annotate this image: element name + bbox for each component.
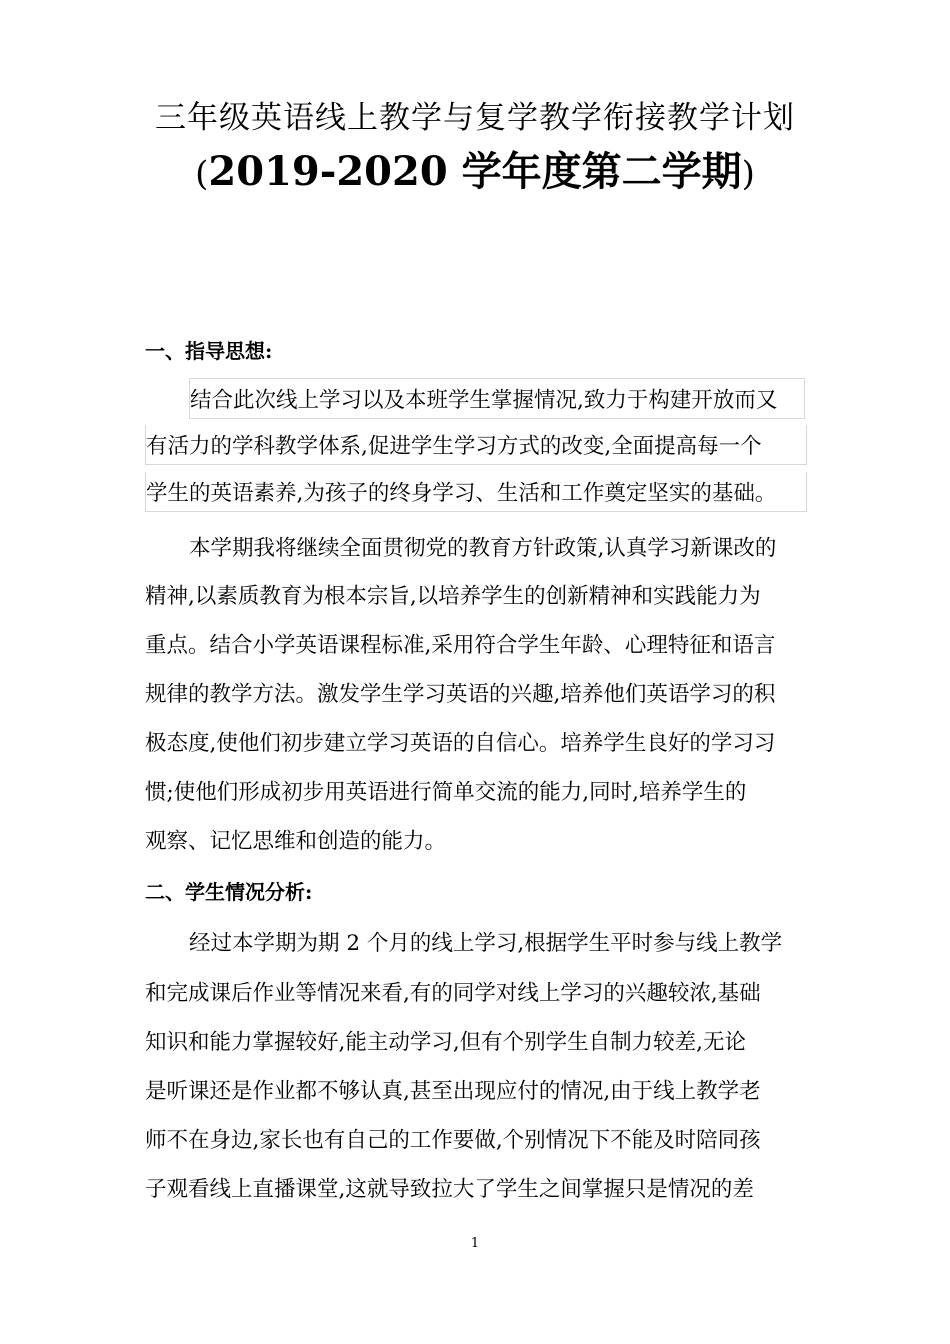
section1-para2-line: 规律的教学方法。激发学生学习英语的兴趣,培养他们英语学习的积 <box>145 682 776 707</box>
section1-para2-line: 观察、记忆思维和创造的能力。 <box>145 829 447 854</box>
section1-para1-line: 有活力的学科教学体系,促进学生学习方式的改变,全面提高每一个 <box>145 425 807 465</box>
subtitle-term: 2019-2020 学年度第二学期 <box>208 148 742 195</box>
section1-heading: 一、指导思想: <box>145 339 273 363</box>
section1-para2-line: 本学期我将继续全面贯彻党的教育方针政策,认真学习新课改的 <box>189 536 777 561</box>
section2-para1-line: 和完成课后作业等情况来看,有的同学对线上学习的兴趣较浓,基础 <box>145 981 761 1006</box>
section2-para1-line: 子观看线上直播课堂,这就导致拉大了学生之间掌握只是情况的差 <box>145 1177 754 1202</box>
section2-para1-line: 经过本学期为期 2 个月的线上学习,根据学生平时参与线上教学 <box>189 931 783 956</box>
section1-para1-line: 学生的英语素养,为孩子的终身学习、生活和工作奠定坚实的基础。 <box>145 472 807 512</box>
section1-para2-line: 惯;使他们形成初步用英语进行简单交流的能力,同时,培养学生的 <box>145 780 747 805</box>
section1-para1-line: 结合此次线上学习以及本班学生掌握情况,致力于构建开放而又 <box>189 378 805 419</box>
section2-heading: 二、学生情况分析: <box>145 880 313 904</box>
section2-para1-line: 师不在身边,家长也有自己的工作要做,个别情况下不能及时陪同孩 <box>145 1128 761 1153</box>
section1-para2-line: 重点。结合小学英语课程标准,采用符合学生年龄、心理特征和语言 <box>145 633 776 658</box>
subtitle-open-paren: ( <box>195 154 209 194</box>
document-subtitle <box>0 140 950 197</box>
page-number: 1 <box>470 1236 480 1251</box>
section1-para2-line: 极态度,使他们初步建立学习英语的自信心。培养学生良好的学习习 <box>145 731 776 756</box>
section2-para1-line: 知识和能力掌握较好,能主动学习,但有个别学生自制力较差,无论 <box>145 1030 747 1055</box>
subtitle-close-paren: ) <box>741 154 755 194</box>
section2-para1-line: 是听课还是作业都不够认真,甚至出现应付的情况,由于线上教学老 <box>145 1079 761 1104</box>
document-title: 三年级英语线上教学与复学教学衔接教学计划 <box>155 100 795 136</box>
section1-para2-line: 精神,以素质教育为根本宗旨,以培养学生的创新精神和实践能力为 <box>145 584 761 609</box>
